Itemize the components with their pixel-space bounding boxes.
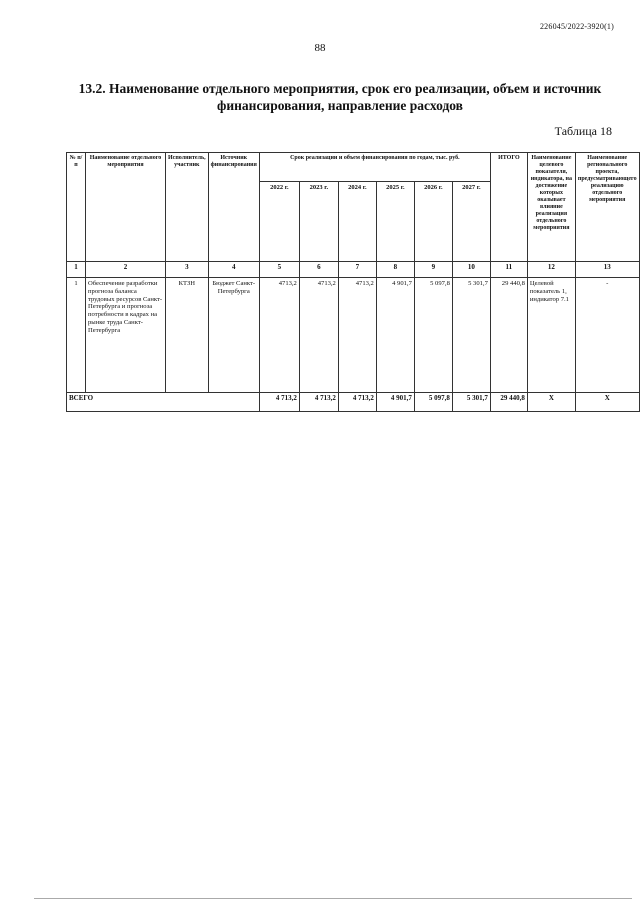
- header-year-2022: 2022 г.: [259, 182, 299, 262]
- total-value-2026: 5 097,8: [414, 393, 452, 412]
- document-id: 226045/2022-3920(1): [539, 22, 614, 31]
- column-index: 3: [166, 262, 209, 278]
- row-name: Обеспечение разработки прогноза баланса трудовых ресурсов Санкт-Петербурга и прогноза потребности в кадрах на рынке труда Санкт-Петербурга: [86, 278, 166, 393]
- column-index: 2: [86, 262, 166, 278]
- row-value-2025: 4 901,7: [376, 278, 414, 393]
- page-bottom-rule: [34, 898, 632, 899]
- total-value-2022: 4 713,2: [259, 393, 299, 412]
- column-index: 4: [208, 262, 259, 278]
- total-value-2023: 4 713,2: [299, 393, 338, 412]
- row-source: Бюджет Санкт-Петербурга: [208, 278, 259, 393]
- header-executor: Исполнитель, участник: [166, 153, 209, 262]
- header-project: Наименование регионального проекта, предусматривающего реализацию отдельного мероприятия: [575, 153, 639, 262]
- header-year-2023: 2023 г.: [299, 182, 338, 262]
- table-caption: Таблица 18: [554, 124, 612, 138]
- total-label: ВСЕГО: [67, 393, 260, 412]
- column-index: 8: [376, 262, 414, 278]
- row-project: -: [575, 278, 639, 393]
- column-index: 5: [259, 262, 299, 278]
- column-index: 10: [452, 262, 490, 278]
- row-value-2022: 4713,2: [259, 278, 299, 393]
- row-indicator: Целевой показатель 1, индикатор 7.1: [527, 278, 575, 393]
- total-sum: 29 440,8: [490, 393, 527, 412]
- section-title: 13.2. Наименование отдельного мероприятия, срок его реализации, объем и источник финансирования, направление расходов: [78, 81, 602, 113]
- column-index: 13: [575, 262, 639, 278]
- total-row: [67, 393, 640, 412]
- column-index-row: [67, 262, 640, 278]
- row-value-2023: 4713,2: [299, 278, 338, 393]
- column-index: 12: [527, 262, 575, 278]
- header-year-2024: 2024 г.: [338, 182, 376, 262]
- header-year-2025: 2025 г.: [376, 182, 414, 262]
- column-index: 11: [490, 262, 527, 278]
- column-index: 1: [67, 262, 86, 278]
- total-indicator: X: [527, 393, 575, 412]
- column-index: 9: [414, 262, 452, 278]
- column-index: 6: [299, 262, 338, 278]
- column-index: 7: [338, 262, 376, 278]
- row-value-2024: 4713,2: [338, 278, 376, 393]
- total-project: X: [575, 393, 639, 412]
- header-total: ИТОГО: [490, 153, 527, 262]
- financing-table: [66, 152, 640, 412]
- row-total: 29 440,8: [490, 278, 527, 393]
- row-num: 1: [67, 278, 86, 393]
- total-value-2025: 4 901,7: [376, 393, 414, 412]
- total-value-2024: 4 713,2: [338, 393, 376, 412]
- table-row: [67, 278, 640, 393]
- header-row-main: [67, 153, 640, 182]
- header-name: Наименование отдельного мероприятия: [86, 153, 166, 262]
- page-number: 88: [314, 42, 326, 54]
- header-source: Источник финансирования: [208, 153, 259, 262]
- row-value-2027: 5 301,7: [452, 278, 490, 393]
- total-value-2027: 5 301,7: [452, 393, 490, 412]
- row-value-2026: 5 097,8: [414, 278, 452, 393]
- header-year-2027: 2027 г.: [452, 182, 490, 262]
- header-num: № п/п: [67, 153, 86, 262]
- row-executor: КТЗН: [166, 278, 209, 393]
- header-period: Срок реализации и объем финансирования по годам, тыс. руб.: [259, 153, 490, 182]
- header-year-2026: 2026 г.: [414, 182, 452, 262]
- header-indicator: Наименование целевого показателя, индикатора, на достижение которых оказывает влияние реализация отдельного мероприятия: [527, 153, 575, 262]
